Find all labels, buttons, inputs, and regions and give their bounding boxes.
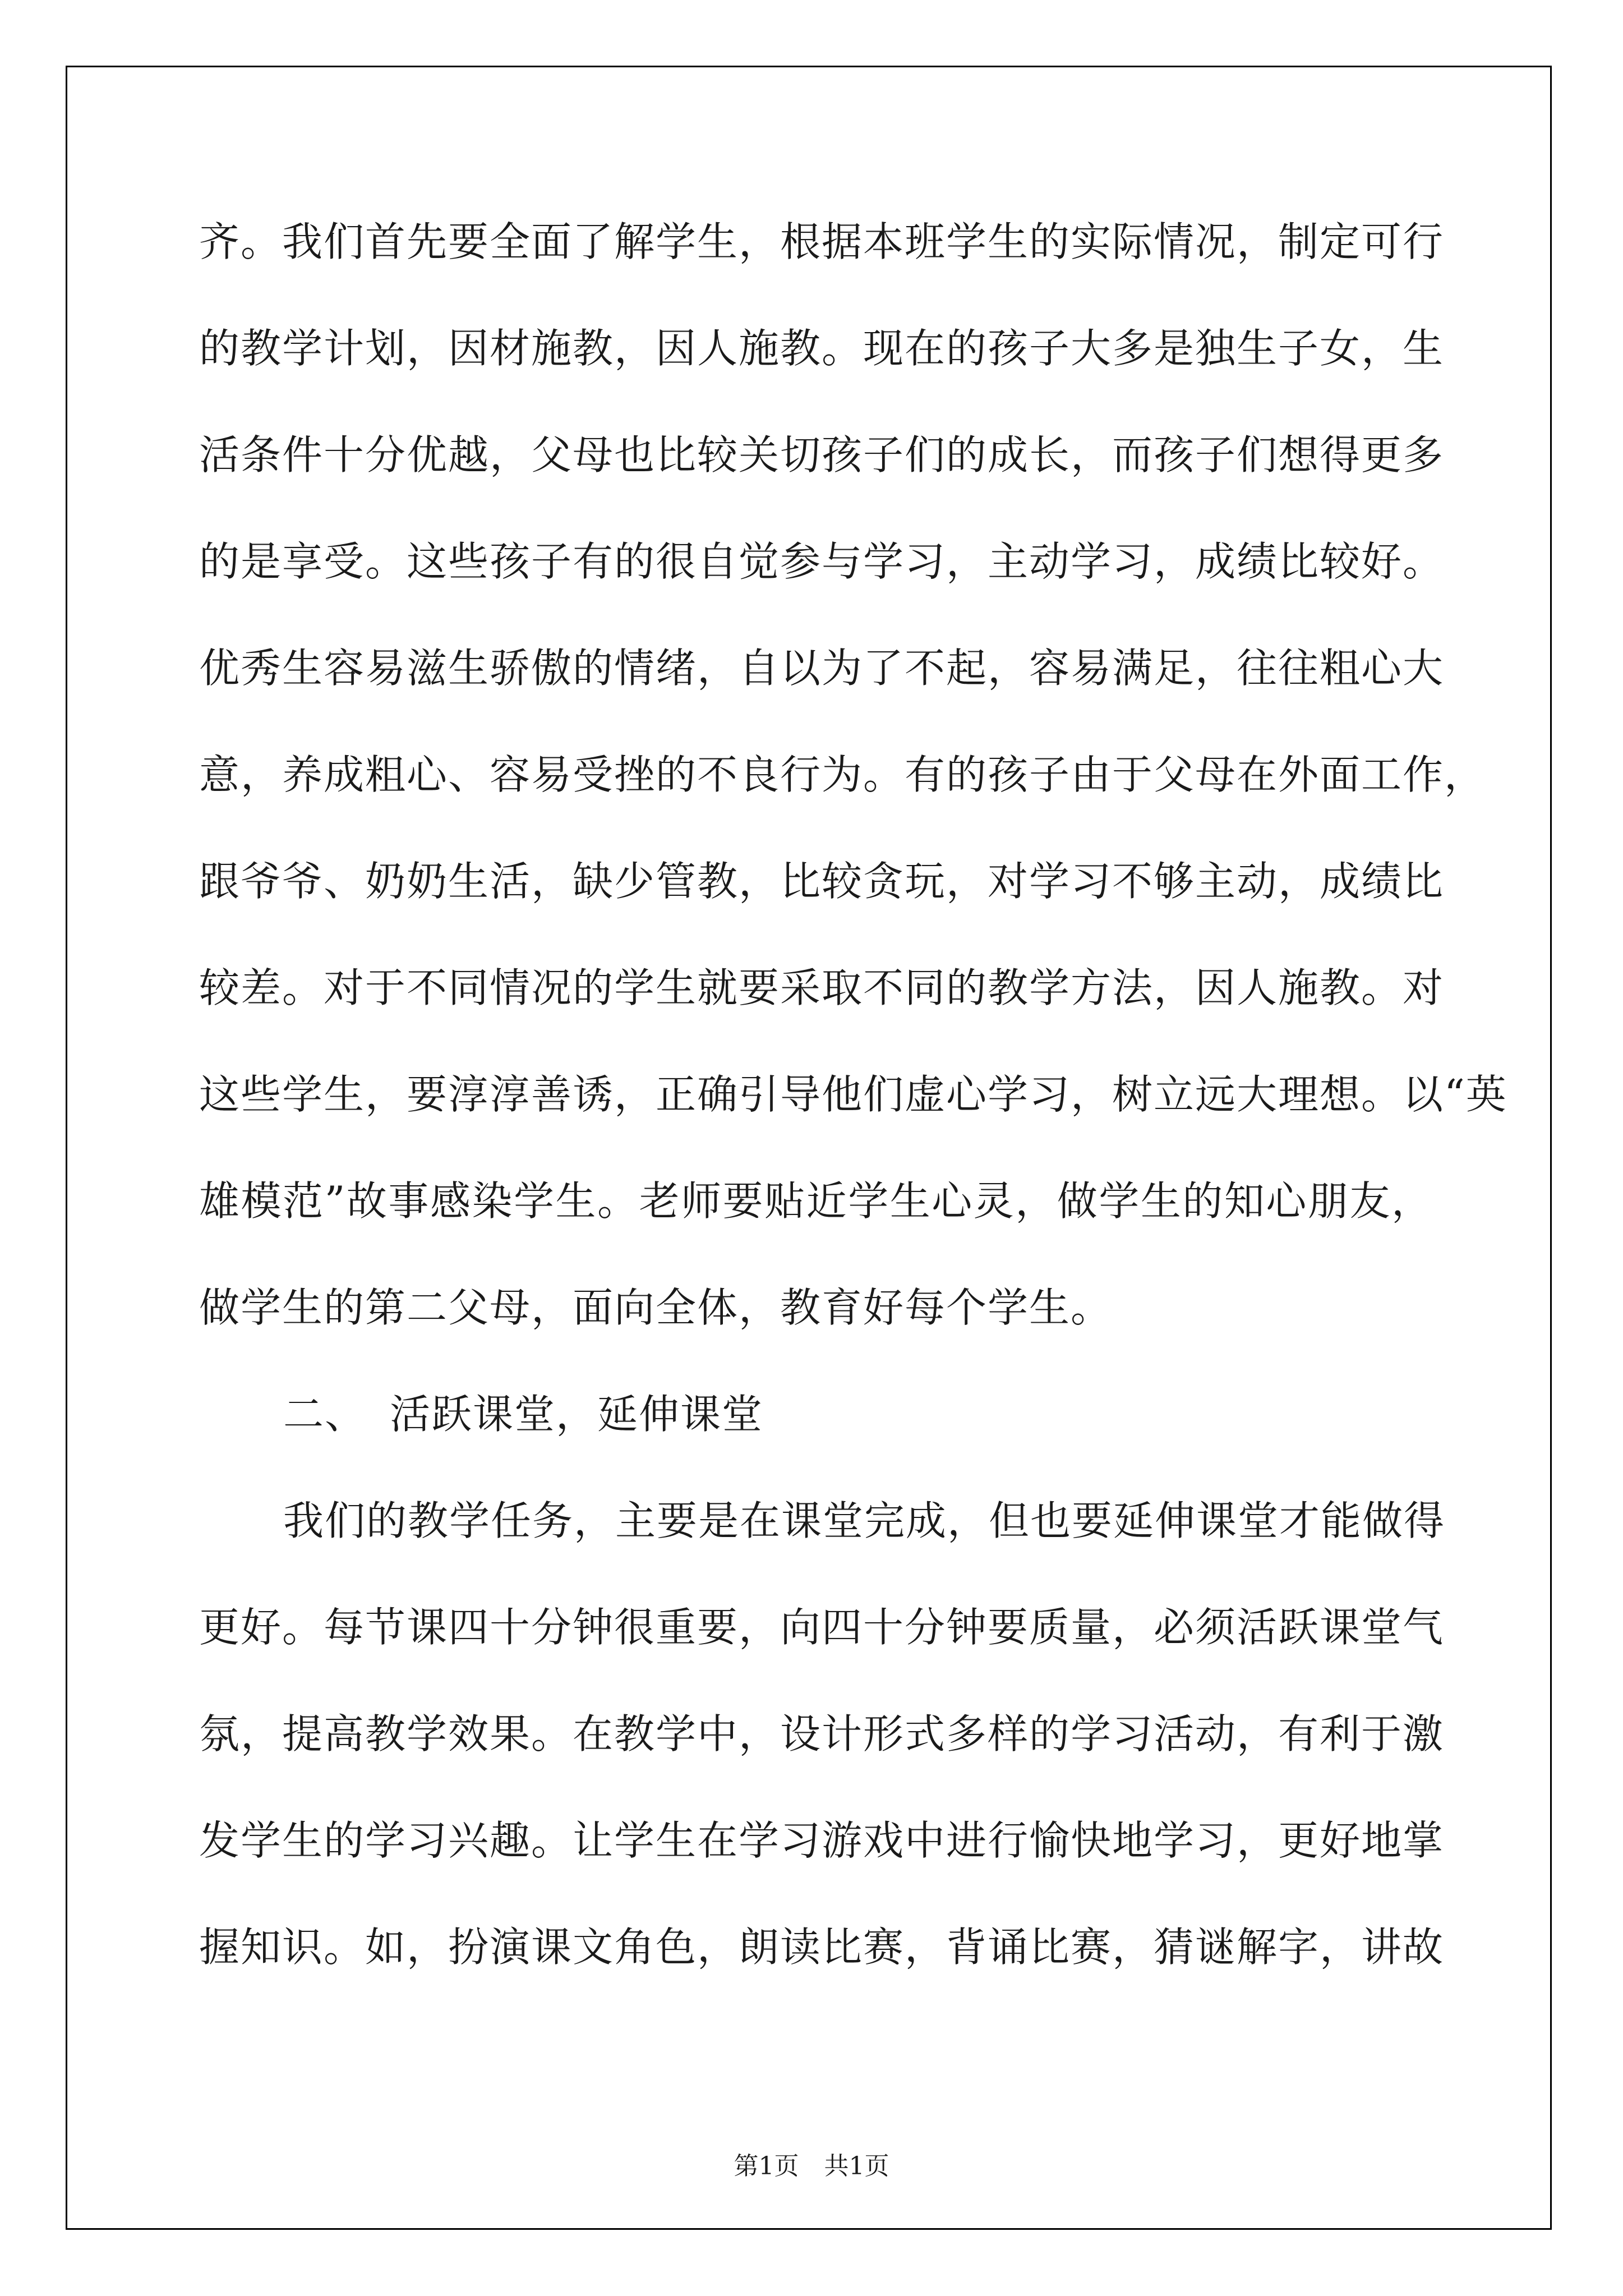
section-number: 二、 (283, 1391, 367, 1438)
paragraph-line: 优秀生容易滋生骄傲的情绪，自以为了不起，容易满足，往往粗心大 (199, 645, 1445, 692)
paragraph-line: 氛，提高教学效果。在教学中，设计形式多样的学习活动，有利于激 (199, 1710, 1445, 1757)
paragraph-line: 发学生的学习兴趣。让学生在学习游戏中进行愉快地学习，更好地掌 (199, 1817, 1445, 1864)
paragraph-line: 这些学生，要淳淳善诱，正确引导他们虚心学习，树立远大理想。以“英 (199, 1071, 1507, 1118)
paragraph-line: 的教学计划，因材施教，因人施教。现在的孩子大多是独生子女，生 (199, 325, 1445, 372)
paragraph-line: 跟爷爷、奶奶生活，缺少管教，比较贪玩，对学习不够主动，成绩比 (199, 858, 1445, 905)
page-number: 第1页 (734, 2152, 799, 2180)
document-body (199, 208, 1507, 2019)
paragraph-line: 握知识。如，扮演课文角色，朗读比赛，背诵比赛，猜谜解字，讲故 (199, 1924, 1445, 1971)
paragraph-line: 意，养成粗心、容易受挫的不良行为。有的孩子由于父母在外面工作， (199, 751, 1486, 798)
paragraph-line: 活条件十分优越，父母也比较关切孩子们的成长，而孩子们想得更多 (199, 431, 1445, 478)
paragraph-line: 我们的教学任务，主要是在课堂完成，但也要延伸课堂才能做得 (283, 1497, 1446, 1544)
paragraph-line: 更好。每节课四十分钟很重要，向四十分钟要质量，必须活跃课堂气 (199, 1604, 1445, 1651)
total-pages: 共1页 (824, 2152, 889, 2180)
section-title: 活跃课堂，延伸课堂 (390, 1391, 764, 1438)
paragraph-line: 的是享受。这些孩子有的很自觉参与学习，主动学习，成绩比较好。 (199, 538, 1445, 585)
page-footer (0, 2150, 1623, 2183)
paragraph-line: 齐。我们首先要全面了解学生，根据本班学生的实际情况，制定可行 (199, 218, 1445, 265)
paragraph-line: 较差。对于不同情况的学生就要采取不同的教学方法，因人施教。对 (199, 964, 1445, 1011)
section-heading (199, 1380, 1433, 1487)
paragraph-line: 雄模范”故事感染学生。老师要贴近学生心灵，做学生的知心朋友， (199, 1177, 1433, 1225)
paragraph-line: 做学生的第二父母，面向全体，教育好每个学生。 (199, 1284, 1113, 1331)
